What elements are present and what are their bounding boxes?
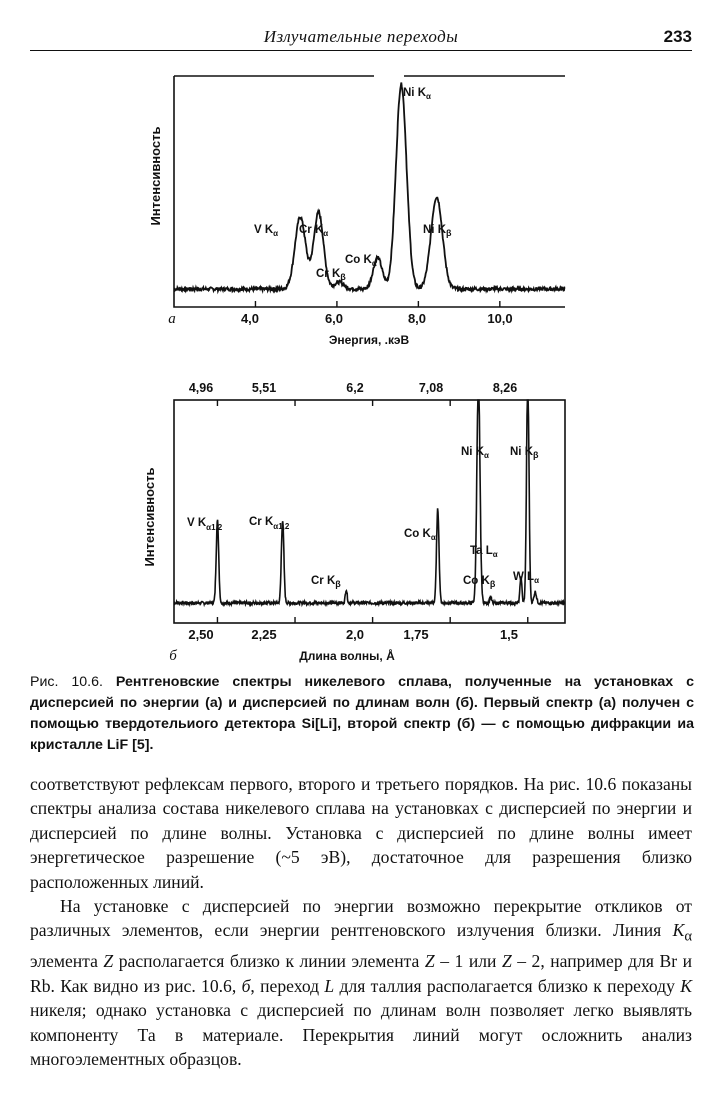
peak-label: Cr $K_{\alpha 1,2}$	[249, 516, 290, 531]
peak-label: Cr $K_\beta$	[316, 268, 346, 282]
panel-a-frame	[174, 76, 565, 307]
panel-b-spectrum	[174, 400, 565, 605]
peak-label: Cr $K_\beta$	[311, 575, 341, 589]
panel-b-tick-label: 1,75	[403, 627, 429, 642]
page-number: 233	[663, 27, 692, 46]
panel-b-ylabel: Интенсивность	[142, 467, 157, 567]
panel-b-top-tick-label: 6,2	[346, 381, 364, 395]
panel-b-tick-label: 2,25	[251, 627, 277, 642]
panel-b-tick-label: 2,50	[188, 627, 214, 642]
panel-b-top-tick-label: 8,26	[492, 381, 518, 395]
peak-label: V $K_{\alpha 1,2}$	[187, 517, 223, 532]
running-title: Излучательные переходы	[263, 27, 459, 46]
panel-b-top-tick-label: 7,08	[418, 381, 444, 395]
peak-label: Cr $K_\alpha$	[299, 224, 329, 238]
panel-b-label: б	[169, 648, 177, 664]
paragraph: соответствуют рефлексам первого, второго и третьего порядков. На рис. 10.6 показаны спектры анализа состава никелевого сплава на установках с дисперсией по энергии и дисперсией по длине волны. Установка с дисперсией по длине волны имеет энергетическое разрешение (~5 эВ), достаточное для разрешения близко расположенных линий.	[30, 774, 692, 892]
panel-a-tick-label: 4,0	[240, 311, 260, 326]
panel-b-tick-label: 1,5	[499, 627, 519, 642]
body-text	[30, 772, 692, 1071]
panel-a-tick-label: 6,0	[324, 311, 344, 326]
panel-a-ticks	[255, 301, 499, 307]
peak-label: Ni $K_\alpha$	[461, 446, 489, 460]
panel-a	[148, 76, 565, 347]
paragraph: На установке с дисперсией по энергии возможно перекрытие откликов от различных элементов, если энергии рентгеновского излучения близки. Линия $K_\alpha$ элемента Z располагается близко к линии элемента Z – 1 или Z – 2, например для Br и Rb. Как видно из рис. 10.6, б, переход L для таллия располагается близко к переходу K никеля; однако установка с дисперсией по длинам волн позволяет легко выявлять компоненту Та в материале. Перекрытия линий могут осложнить анализ многоэлементных образцов.	[30, 896, 692, 1069]
panel-a-ylabel: Интенсивность	[148, 126, 163, 226]
panel-a-tick-label: 8,0	[407, 311, 427, 326]
peak-label: Co $K_\alpha$	[404, 528, 436, 542]
panel-b-top-tick-label: 5,51	[251, 381, 277, 395]
panel-b-top-tick-label: 4,96	[188, 381, 214, 395]
peak-label: Ta $L_\alpha$	[470, 545, 498, 559]
panel-b	[142, 381, 565, 664]
caption-label: Рис. 10.6.	[30, 674, 103, 690]
panel-a-tick-label: 10,0	[487, 311, 513, 326]
peak-label: Co $K_\beta$	[463, 575, 496, 589]
peak-label: Ni $K_\beta$	[423, 224, 452, 238]
panel-a-label: а	[168, 311, 176, 327]
peak-label: Ni $K_\alpha$	[403, 87, 431, 101]
peak-label: Co $K_\alpha$	[345, 254, 377, 268]
panel-b-tick-label: 2,0	[345, 627, 365, 642]
peak-label: Ni $K_\beta$	[510, 446, 539, 460]
peak-label: W $L_\alpha$	[513, 571, 539, 585]
figure-caption	[30, 672, 694, 756]
caption-text: Рентгеновские спектры никелевого сплава, полученные на установках с дисперсией по энергии (а) и дисперсией по длинам волн (б). Первый спектр (а) получен с помощью твердотельиого детектора Si[Li], второй спектр (б) — с помощью дифракции иа кристалле LiF [5].	[30, 674, 694, 753]
panel-a-xlabel: Энергия, .кэВ	[328, 333, 410, 347]
peak-label: V $K_\alpha$	[254, 224, 279, 238]
panel-b-xlabel: Длина волны, Å	[299, 649, 395, 663]
panel-b-frame	[174, 400, 565, 623]
